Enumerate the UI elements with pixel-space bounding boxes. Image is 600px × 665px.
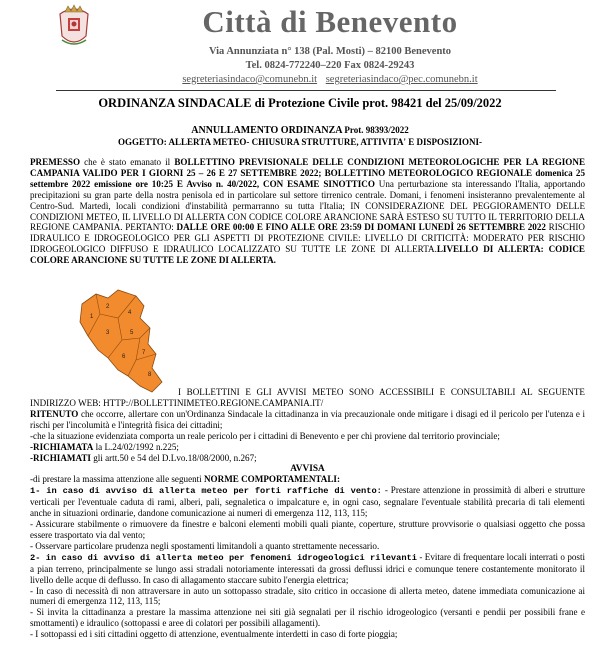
prestare-text: -di prestare la massima attenzione alle seguenti <box>30 474 204 485</box>
map-zone-label: 8 <box>148 372 152 378</box>
point-2d-paragraph: - I sottopassi ed i siti cittadini oggetto di attenzione, eventualmente interdetti in caso di forte pioggia; <box>30 629 398 640</box>
map-zone-label: 4 <box>128 310 132 316</box>
header-divider <box>56 90 556 91</box>
ordinance-title: ORDINANZA SINDACALE di Protezione Civile prot. 98421 del 25/09/2022 <box>98 96 502 110</box>
annulment-prot: Prot. 98393/2022 <box>344 125 409 135</box>
point-2-text: - Evitare di frequentare locali interrati o posti a pian terreno, principalmente se lungo assi stradali notoriamente interessati da grossi deflussi idrici e comunque tenere costantemente monitorato il livello delle acque di deflusso. In caso di allagamento staccare subito l'energia elettrica; <box>30 551 586 585</box>
map-zone-label: 3 <box>106 330 110 336</box>
richiamata-text: la L.24/02/1992 n.225; <box>93 441 179 452</box>
campania-alert-map <box>78 288 170 396</box>
map-zone-label: 2 <box>106 304 110 310</box>
city-title: Città di Benevento <box>202 4 458 39</box>
richiamati-text: gli artt.50 e 54 del D.Lvo.18/08/2000, n.267; <box>90 452 257 463</box>
point-2-paragraph <box>30 552 585 586</box>
norme-label: NORME COMPORTAMENTALI: <box>203 474 340 485</box>
map-zone-label: 5 <box>130 330 134 336</box>
subject-line: OGGETTO: ALLERTA METEO- CHIUSURA STRUTTURE, ATTIVITA' E DISPOSIZIONI- <box>117 137 483 147</box>
premesso-text: che è stato emanato il <box>80 157 175 167</box>
richiamati-label: -RICHIAMATI <box>30 452 91 463</box>
weather-description: Una perturbazione sta interessando l'Italia, apportando precipitazioni su gran parte della nostra penisola ed in particolare sul settore tirrenico centrale. Domani, i fenomeni insisteranno prevalentemente al Centro-Sud. Martedì, locali condizioni d'instabilità permarranno su tutta l'Italia; IN CONSIDERAZIONE DEL PEGGIORAMENTO DELLE CONDIZIONI METEO, IL LIVELLO DI ALLERTA CON CODICE COLORE ARANCIONE SARÀ ESTESO SU TUTTO IL TERRITORIO DELLA REGIONE CAMPANIA. PERTANTO: <box>30 178 585 233</box>
point-2c-paragraph: - Si invita la cittadinanza a prestare la massima attenzione nei siti già segnalati per il rischio idrogeologico (versanti e pendii per possibili frane e smottamenti) e idraulico (sottopassi e aree di colatori per possibili allagamenti). <box>30 607 585 629</box>
richiamati-paragraph <box>30 453 585 464</box>
point-1-paragraph <box>30 485 585 519</box>
annulment-label: ANNULLAMENTO ORDINANZA <box>191 125 342 136</box>
map-zone-label: 1 <box>90 314 94 320</box>
situazione-paragraph: -che la situazione evidenziata comporta un reale pericolo per i cittadini di Benevento e per chi proviene dal territorio provinciale; <box>30 430 500 441</box>
alert-level: LIVELLO DI ALLERTA: CODICE COLORE ARANCIONE SU TUTTE LE ZONE DI ALLERTA. <box>30 244 585 266</box>
email-link[interactable]: segreteriasindaco@comunebn.it <box>182 74 318 85</box>
premesso-label: PREMESSO <box>30 157 81 167</box>
letterhead <box>0 0 600 92</box>
richiamata-paragraph <box>30 442 585 453</box>
ritenuto-paragraph <box>30 409 585 431</box>
bulletin-reference: BOLLETTINO PREVISIONALE DELLE CONDIZIONI METEOROLOGICHE PER LA REGIONE CAMPANIA VALIDO PER I GIORNI 25 – 26 E 27 SETTEMBRE 2022; BOLLETTINO METEOROLOGICO REGIONALE domenica 25 settembre 2022 emissione ore 10:25 E Avviso n. 40/2022, CON ESAME SINOTTICO <box>30 157 586 189</box>
map-zone-label: 6 <box>122 354 126 360</box>
coat-of-arms-icon <box>56 4 92 50</box>
point-2-label: 2- in caso di avviso di allerta meteo per fenomeni idrogeologici rilevanti <box>30 552 417 563</box>
ritenuto-text: che occorre, allertare con un'Ordinanza Sindacale la cittadinanza in via precauzionale onde mitigare i disagi ed il pericolo per l'utenza e i rischi per l'incolumità e l'integrità fisica dei cittadini; <box>30 409 585 430</box>
point-1b-paragraph: - Assicurare stabilmente o rimuovere da finestre e balconi elementi mobili quali piante, coperture, strutture provvisorie o qualsiasi oggetto che possa essere trasportato via dal vento; <box>30 519 585 540</box>
avvisa-heading: AVVISA <box>290 463 325 474</box>
phone-fax-line: Tel. 0824-772240–220 Fax 0824-29243 <box>245 60 415 71</box>
annulment-heading <box>0 125 600 136</box>
bulletins-link-paragraph: I BOLLETTINI E GLI AVVISI METEO SONO ACCESSIBILI E CONSULTABILI AL SEGUENTE INDIRIZZO WEB: HTTP://BOLLETTINIMETEO.REGIONE.CAMPANIA.IT/ <box>30 387 585 408</box>
pec-email-link[interactable]: segreteriasindaco@pec.comunebn.it <box>325 74 478 85</box>
email-line <box>120 74 540 85</box>
alert-period: DALLE ORE 00:00 E FINO ALLE ORE 23:59 DI DOMANI LUNEDÌ 26 SETTEMBRE 2022 <box>176 222 546 233</box>
ordinance-body <box>30 409 585 640</box>
point-1-label: 1- in caso di avviso di allerta meteo per forti raffiche di vento: <box>30 486 382 497</box>
point-2b-paragraph: - In caso di necessità di non attraversare in auto un sottopasso stradale, sito critico in occasione di allerta meteo, datene immediata comunicazione ai numeri di emergenza 112, 113, 115; <box>30 585 585 607</box>
map-zone-label: 7 <box>142 350 146 356</box>
risk-description: RISCHIO IDRAULICO E IDROGEOLOGICO PER GLI ASPETTI DI PROTEZIONE CIVILE: LIVELLO DI CRITICITÀ: MODERATO PER RISCHIO IDROGEOLOGICO DIFFUSO E IDRAULICO LOCALIZZATO SU TUTTE LE ZONE DI ALLERTA. <box>30 222 586 255</box>
point-1c-paragraph: - Osservare particolare prudenza negli spostamenti limitandoli a quanto strettamente necessario. <box>30 540 380 551</box>
richiamata-label: -RICHIAMATA <box>30 441 94 452</box>
premesso-paragraph <box>30 157 585 266</box>
point-1-text: - Prestare attenzione in prossimità di alberi e strutture verticali per l'eventuale caduta di rami, alberi, pali, segnaletica o impalcature e, in ogni caso, segnalare l'eventuale stabilità precaria di tali elementi anche in situazioni ordinarie, dandone comunicazione ai numeri di emergenza 112, 113, 115; <box>30 485 585 519</box>
ritenuto-label: RITENUTO <box>30 409 79 419</box>
prestare-paragraph <box>30 474 585 485</box>
address-line: Via Annunziata n° 138 (Pal. Mosti) – 82100 Benevento <box>208 46 452 57</box>
